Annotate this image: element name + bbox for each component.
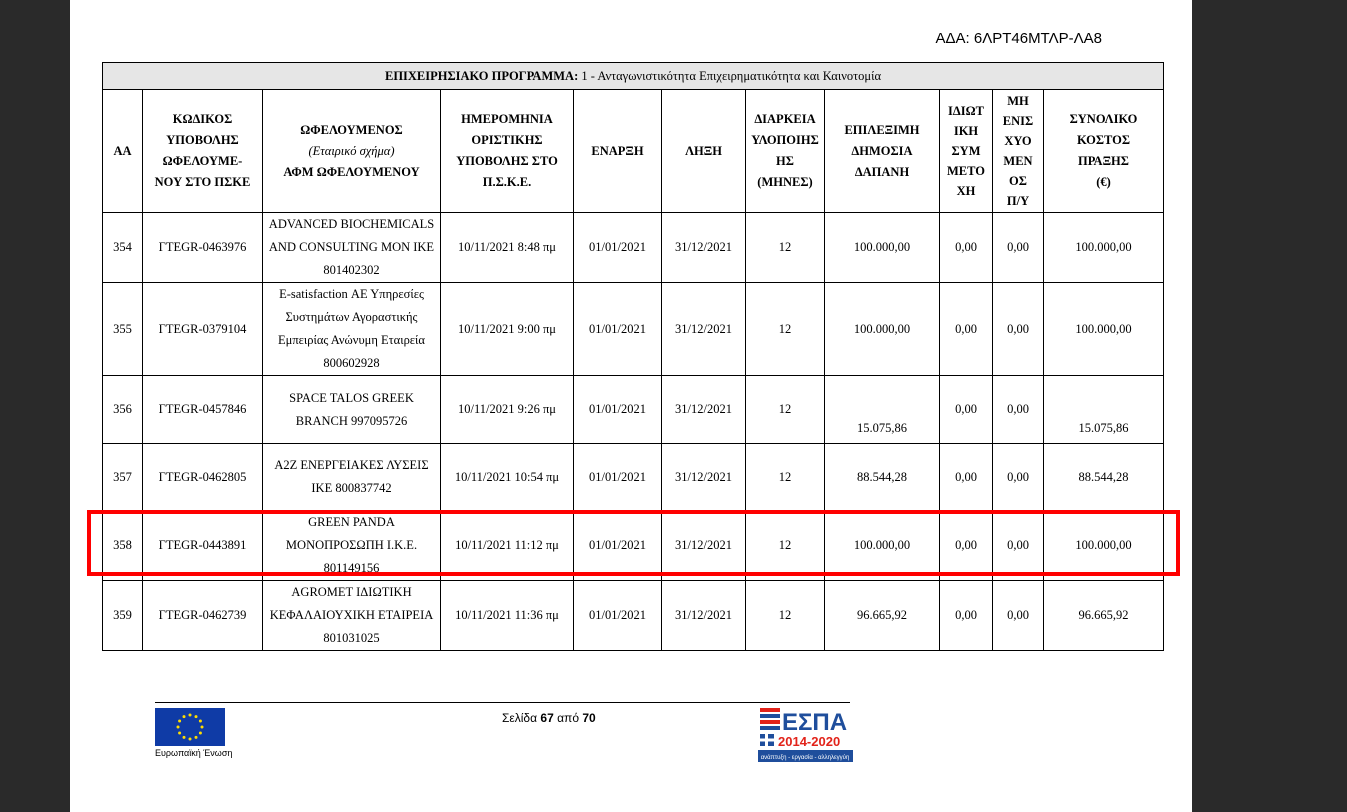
cell-own: 0,00 <box>940 283 993 376</box>
cell-code: ΓΤΕGR-0462739 <box>143 581 263 651</box>
cell-beneficiary: A2Z ΕΝΕΡΓΕΙΑΚΕΣ ΛΥΣΕΙΣ ΙΚΕ 800837742 <box>263 444 441 511</box>
cell-total: 100.000,00 <box>1044 283 1164 376</box>
cell-start: 01/01/2021 <box>574 213 662 283</box>
cell-own: 0,00 <box>940 444 993 511</box>
program-label: ΕΠΙΧΕΙΡΗΣΙΑΚΟ ΠΡΟΓΡΑΜΜΑ: <box>384 68 579 83</box>
header-duration: ΔΙΑΡΚΕΙΑ ΥΛΟΠΟΙΗΣ ΗΣ (ΜΗΝΕΣ) <box>746 90 825 213</box>
cell-own: 0,00 <box>940 581 993 651</box>
cell-eligible: 15.075,86 <box>825 376 940 444</box>
cell-duration: 12 <box>746 444 825 511</box>
header-aa: ΑΑ <box>103 90 143 213</box>
cell-aa: 359 <box>103 581 143 651</box>
cell-eligible: 100.000,00 <box>825 283 940 376</box>
cell-eligible: 100.000,00 <box>825 213 940 283</box>
cell-aa: 357 <box>103 444 143 511</box>
cell-beneficiary: AGROMET ΙΔΙΩΤΙΚΗ ΚΕΦΑΛΑΙΟΥΧΙΚΗ ΕΤΑΙΡΕΙΑ 801031025 <box>263 581 441 651</box>
cell-code: ΓΤΕGR-0463976 <box>143 213 263 283</box>
cell-end: 31/12/2021 <box>662 511 746 581</box>
table-row <box>103 213 1164 283</box>
cell-code: ΓΤΕGR-0443891 <box>143 511 263 581</box>
program-cell <box>103 63 1164 90</box>
cell-code: ΓΤΕGR-0457846 <box>143 376 263 444</box>
cell-start: 01/01/2021 <box>574 376 662 444</box>
cell-submitted: 10/11/2021 11:12 πμ <box>441 511 574 581</box>
program-name: 1 - Ανταγωνιστικότητα Επιχειρηματικότητα και Καινοτομία <box>581 68 881 83</box>
cell-end: 31/12/2021 <box>662 283 746 376</box>
header-code: ΚΩΔΙΚΟΣ ΥΠΟΒΟΛΗΣ ΩΦΕΛΟΥΜΕ- ΝΟΥ ΣΤΟ ΠΣΚΕ <box>143 90 263 213</box>
cell-start: 01/01/2021 <box>574 444 662 511</box>
cell-duration: 12 <box>746 213 825 283</box>
document-page <box>70 0 1192 812</box>
cell-submitted: 10/11/2021 8:48 πμ <box>441 213 574 283</box>
cell-aa: 356 <box>103 376 143 444</box>
cell-total: 15.075,86 <box>1044 376 1164 444</box>
ada-code: ΑΔΑ: 6ΛΡΤ46ΜΤΛΡ-ΛΑ8 <box>935 30 1102 47</box>
header-row <box>103 90 1164 213</box>
cell-non-funded: 0,00 <box>993 511 1044 581</box>
header-submission-date: ΗΜΕΡΟΜΗΝΙΑ ΟΡΙΣΤΙΚΗΣ ΥΠΟΒΟΛΗΣ ΣΤΟ Π.Σ.Κ.Ε. <box>441 90 574 213</box>
table-row <box>103 283 1164 376</box>
cell-total: 100.000,00 <box>1044 213 1164 283</box>
cell-non-funded: 0,00 <box>993 376 1044 444</box>
cell-start: 01/01/2021 <box>574 283 662 376</box>
cell-total: 100.000,00 <box>1044 511 1164 581</box>
cell-duration: 12 <box>746 511 825 581</box>
cell-eligible: 96.665,92 <box>825 581 940 651</box>
header-eligible: ΕΠΙΛΕΞΙΜΗ ΔΗΜΟΣΙΑ ΔΑΠΑΝΗ <box>825 90 940 213</box>
espa-title: ΕΣΠΑ <box>782 709 848 736</box>
page-number: Σελίδα 67 από 70 <box>502 711 596 725</box>
cell-end: 31/12/2021 <box>662 213 746 283</box>
cell-duration: 12 <box>746 581 825 651</box>
cell-aa: 358 <box>103 511 143 581</box>
cell-aa: 355 <box>103 283 143 376</box>
header-own: ΙΔΙΩΤ ΙΚΗ ΣΥΜ ΜΕΤΟ ΧΗ <box>940 90 993 213</box>
cell-code: ΓΤΕGR-0462805 <box>143 444 263 511</box>
cell-eligible: 88.544,28 <box>825 444 940 511</box>
cell-beneficiary: ADVANCED BIOCHEMICALS AND CONSULTING MON IKE 801402302 <box>263 213 441 283</box>
espa-tagline: ανάπτυξη - εργασία - αλληλεγγύη <box>760 755 850 761</box>
cell-start: 01/01/2021 <box>574 511 662 581</box>
espa-years: 2014-2020 <box>778 734 841 749</box>
cell-beneficiary: E-satisfaction ΑΕ Υπηρεσίες Συστημάτων Αγοραστικής Εμπειρίας Ανώνυμη Εταιρεία 800602928 <box>263 283 441 376</box>
cell-own: 0,00 <box>940 213 993 283</box>
header-total: ΣΥΝΟΛΙΚΟ ΚΟΣΤΟΣ ΠΡΑΞΗΣ (€) <box>1044 90 1164 213</box>
cell-own: 0,00 <box>940 511 993 581</box>
cell-submitted: 10/11/2021 10:54 πμ <box>441 444 574 511</box>
cell-code: ΓΤΕGR-0379104 <box>143 283 263 376</box>
eu-label: Ευρωπαϊκή Ένωση <box>155 748 233 758</box>
highlight-box <box>87 510 1180 576</box>
header-end: ΛΗΞΗ <box>662 90 746 213</box>
cell-start: 01/01/2021 <box>574 581 662 651</box>
cell-end: 31/12/2021 <box>662 581 746 651</box>
eu-flag-icon <box>155 708 225 746</box>
table-row <box>103 581 1164 651</box>
header-start: ΕΝΑΡΞΗ <box>574 90 662 213</box>
header-beneficiary: ΩΦΕΛΟΥΜΕΝΟΣ (Εταιρικό σχήμα) ΑΦΜ ΩΦΕΛΟΥΜΕΝΟΥ <box>263 90 441 213</box>
cell-non-funded: 0,00 <box>993 213 1044 283</box>
header-non-funded: ΜΗ ΕΝΙΣ ΧΥΟ ΜΕΝ ΟΣ Π/Υ <box>993 90 1044 213</box>
cell-non-funded: 0,00 <box>993 581 1044 651</box>
cell-eligible: 100.000,00 <box>825 511 940 581</box>
table-row <box>103 376 1164 444</box>
cell-total: 88.544,28 <box>1044 444 1164 511</box>
table-row <box>103 444 1164 511</box>
cell-aa: 354 <box>103 213 143 283</box>
cell-beneficiary: GREEN PANDA ΜΟΝΟΠΡΟΣΩΠΗ Ι.Κ.Ε. 801149156 <box>263 511 441 581</box>
espa-logo <box>758 706 853 764</box>
cell-end: 31/12/2021 <box>662 376 746 444</box>
cell-duration: 12 <box>746 283 825 376</box>
cell-total: 96.665,92 <box>1044 581 1164 651</box>
cell-beneficiary: SPACE TALOS GREEK BRANCH 997095726 <box>263 376 441 444</box>
cell-submitted: 10/11/2021 9:00 πμ <box>441 283 574 376</box>
cell-submitted: 10/11/2021 9:26 πμ <box>441 376 574 444</box>
cell-non-funded: 0,00 <box>993 283 1044 376</box>
cell-duration: 12 <box>746 376 825 444</box>
cell-own: 0,00 <box>940 376 993 444</box>
cell-submitted: 10/11/2021 11:36 πμ <box>441 581 574 651</box>
program-row <box>103 63 1164 90</box>
cell-end: 31/12/2021 <box>662 444 746 511</box>
cell-non-funded: 0,00 <box>993 444 1044 511</box>
footer-divider <box>155 702 850 703</box>
